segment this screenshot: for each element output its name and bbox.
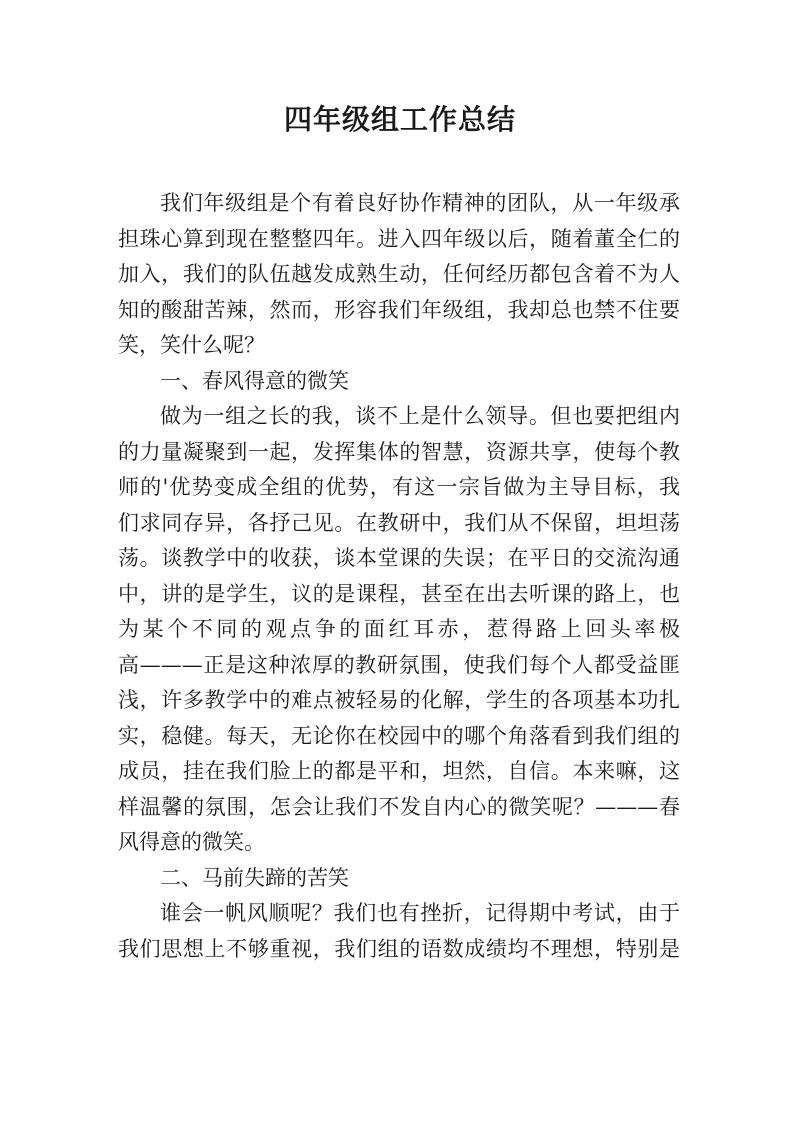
body-line: 浅，许多教学中的难点被轻易的化解，学生的各项基本功扎 [118, 688, 680, 712]
document-title: 四年级组工作总结 [283, 103, 516, 136]
body-line: 知的酸甜苦辣，然而，形容我们年级组，我却总也禁不住要 [118, 297, 680, 322]
body-line: 我们年级组是个有着良好协作精神的团队，从一年级承 [160, 191, 680, 215]
body-line: 担珠心算到现在整整四年。进入四年级以后，随着董全仁的 [118, 226, 680, 251]
body-line: 实，稳健。每天，无论你在校园中的哪个角落看到我们组的 [118, 723, 680, 748]
body-line: 成员，挂在我们脸上的都是平和，坦然，自信。本来嘛，这 [118, 759, 680, 783]
body-line: 中，讲的是学生，议的是课程，甚至在出去听课的路上，也 [118, 581, 680, 606]
body-line: 高———正是这种浓厚的教研氛围，使我们每个人都受益匪 [118, 652, 680, 677]
body-line: 一、春风得意的微笑 [160, 368, 349, 393]
body-line: 的力量凝聚到一起，发挥集体的智慧，资源共享，使每个教 [118, 439, 680, 464]
body-line: 做为一组之长的我，谈不上是什么领导。但也要把组内 [160, 404, 680, 428]
body-line: 加入，我们的队伍越发成熟生动，任何经历都包含着不为人 [118, 262, 680, 286]
body-line: 荡。谈教学中的收获，谈本堂课的失误；在平日的交流沟通 [118, 546, 680, 570]
body-line: 样温馨的氛围，怎会让我们不发自内心的微笑呢？———春 [118, 794, 680, 819]
body-line: 风得意的微笑。 [118, 830, 265, 854]
body-line: 师的'优势变成全组的优势，有这一宗旨做为主导目标，我 [118, 475, 680, 499]
body-line: 我们思想上不够重视，我们组的语数成绩均不理想，特别是 [118, 936, 680, 961]
body-line: 笑，笑什么呢？ [118, 333, 265, 357]
body-line: 们求同存异，各抒己见。在教研中，我们从不保留，坦坦荡 [118, 510, 680, 535]
body-line: 谁会一帆风顺呢？我们也有挫折，记得期中考试，由于 [160, 901, 680, 925]
body-line: 为某个不同的观点争的面红耳赤，惹得路上回头率极 [118, 617, 680, 641]
body-line: 二、马前失蹄的苦笑 [160, 865, 349, 890]
document-body [118, 186, 680, 967]
